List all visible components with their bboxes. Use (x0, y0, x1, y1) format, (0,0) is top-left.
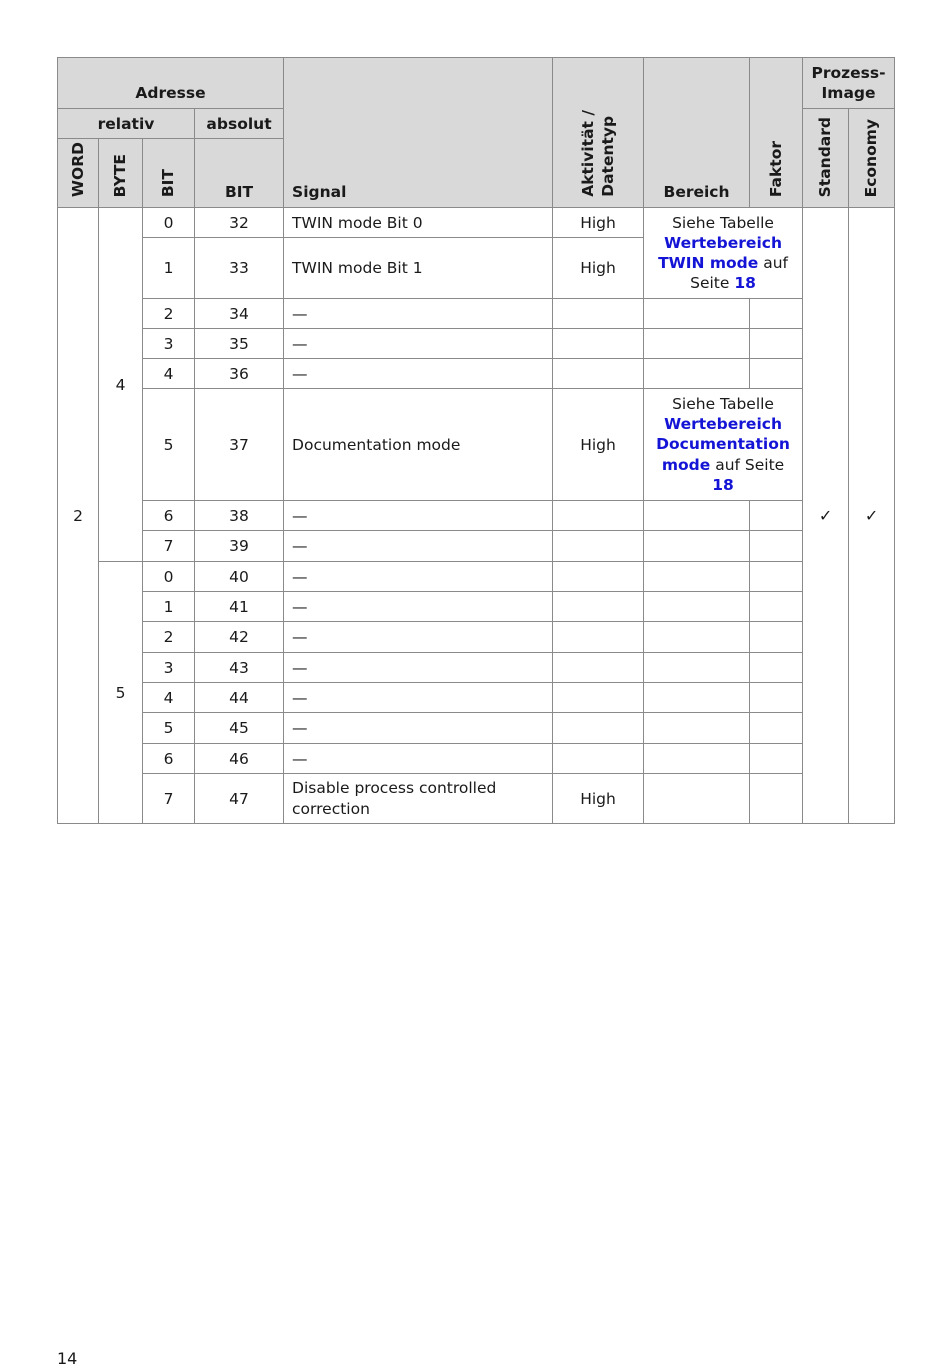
header-faktor (750, 58, 803, 208)
bereich-cell (644, 299, 750, 329)
signal-cell: — (284, 713, 553, 744)
faktor-cell (750, 299, 803, 329)
table-row (58, 389, 895, 501)
header-signal: Signal (284, 58, 553, 208)
faktor-cell (750, 592, 803, 622)
activity-cell: High (553, 774, 644, 824)
abs-bit-cell: 46 (195, 744, 284, 774)
header-prozess-image (803, 58, 895, 109)
faktor-cell (750, 531, 803, 562)
bit-cell: 7 (143, 531, 195, 562)
faktor-cell (750, 329, 803, 359)
bit-cell: 5 (143, 713, 195, 744)
table-row (58, 531, 895, 562)
header-relativ: relativ (58, 109, 195, 139)
faktor-cell (750, 774, 803, 824)
ref-middle: auf Seite (690, 254, 788, 293)
faktor-cell (750, 622, 803, 653)
header-standard (803, 109, 849, 208)
bit-cell: 4 (143, 359, 195, 389)
signal-cell: TWIN mode Bit 0 (284, 208, 553, 238)
signal-cell: — (284, 653, 553, 683)
table-row (58, 774, 895, 824)
header-standard-label: Standard (816, 116, 835, 197)
faktor-cell (750, 562, 803, 592)
abs-bit-cell: 34 (195, 299, 284, 329)
bit-cell: 2 (143, 299, 195, 329)
table-row (58, 653, 895, 683)
bit-cell: 3 (143, 653, 195, 683)
abs-bit-cell: 35 (195, 329, 284, 359)
bereich-cell (644, 359, 750, 389)
signal-cell: TWIN mode Bit 1 (284, 238, 553, 299)
header-prozess-line2: Image (821, 84, 876, 102)
table-row (58, 329, 895, 359)
bereich-cell (644, 683, 750, 713)
activity-cell (553, 531, 644, 562)
table-row (58, 208, 895, 238)
activity-cell: High (553, 389, 644, 501)
header-word-label: WORD (68, 141, 87, 197)
signal-cell: Disable process controlled correction (284, 774, 553, 824)
table-row (58, 501, 895, 531)
link-wertebereich-twin-mode[interactable]: Wertebereich TWIN mode (658, 233, 782, 272)
header-economy-label: Economy (862, 118, 881, 197)
header-aktivitaet (553, 58, 644, 208)
faktor-cell (750, 501, 803, 531)
signal-cell: — (284, 592, 553, 622)
header-bit-abs: BIT (195, 139, 284, 208)
bit-cell: 2 (143, 622, 195, 653)
faktor-cell (750, 713, 803, 744)
signal-cell: — (284, 562, 553, 592)
bereich-cell (644, 622, 750, 653)
word-cell: 2 (58, 208, 99, 824)
signal-cell: — (284, 299, 553, 329)
header-word (58, 139, 99, 208)
table-row (58, 622, 895, 653)
activity-cell (553, 329, 644, 359)
faktor-cell (750, 683, 803, 713)
abs-bit-cell: 44 (195, 683, 284, 713)
header-adresse: Adresse (58, 58, 284, 109)
bereich-cell (644, 329, 750, 359)
activity-cell (553, 501, 644, 531)
table-row (58, 744, 895, 774)
header-economy (849, 109, 895, 208)
activity-cell: High (553, 238, 644, 299)
activity-cell (553, 713, 644, 744)
signal-cell: — (284, 622, 553, 653)
activity-cell (553, 683, 644, 713)
table-row (58, 592, 895, 622)
header-bereich: Bereich (644, 58, 750, 208)
faktor-cell (750, 744, 803, 774)
bereich-cell (644, 713, 750, 744)
abs-bit-cell: 43 (195, 653, 284, 683)
activity-cell (553, 299, 644, 329)
header-prozess-line1: Prozess- (811, 63, 886, 82)
abs-bit-cell: 33 (195, 238, 284, 299)
bit-cell: 6 (143, 744, 195, 774)
abs-bit-cell: 41 (195, 592, 284, 622)
header-byte (99, 139, 143, 208)
signal-cell: — (284, 683, 553, 713)
header-aktivitaet-line2: Datentyp (599, 116, 618, 197)
bit-cell: 3 (143, 329, 195, 359)
abs-bit-cell: 47 (195, 774, 284, 824)
header-bit-rel-label: BIT (159, 168, 178, 197)
table-row (58, 562, 895, 592)
activity-cell (553, 744, 644, 774)
abs-bit-cell: 38 (195, 501, 284, 531)
abs-bit-cell: 37 (195, 389, 284, 501)
signal-cell: — (284, 329, 553, 359)
bereich-cell (644, 562, 750, 592)
bereich-cell (644, 774, 750, 824)
bereich-cell (644, 501, 750, 531)
bereich-ref-twin (644, 208, 803, 299)
ref-prefix: Siehe Tabelle (672, 213, 774, 232)
link-page-18[interactable]: 18 (712, 475, 734, 494)
bereich-cell (644, 744, 750, 774)
activity-cell (553, 359, 644, 389)
signal-cell: — (284, 359, 553, 389)
ref-middle: auf Seite (715, 455, 785, 474)
bereich-cell (644, 653, 750, 683)
header-absolut: absolut (195, 109, 284, 139)
activity-cell (553, 562, 644, 592)
bit-cell: 0 (143, 562, 195, 592)
signal-table (57, 57, 895, 824)
signal-cell: — (284, 531, 553, 562)
header-aktivitaet-line1: Aktivität / (578, 110, 597, 197)
link-wertebereich-documentation-mode[interactable]: Wertebereich Documentation mode (656, 415, 790, 474)
bit-cell: 6 (143, 501, 195, 531)
bit-cell: 1 (143, 238, 195, 299)
bit-cell: 1 (143, 592, 195, 622)
header-bit-rel (143, 139, 195, 208)
header-byte-label: BYTE (111, 153, 130, 197)
table-row (58, 683, 895, 713)
abs-bit-cell: 45 (195, 713, 284, 744)
signal-cell: — (284, 744, 553, 774)
activity-cell (553, 622, 644, 653)
bit-cell: 4 (143, 683, 195, 713)
faktor-cell (750, 653, 803, 683)
signal-cell: Documentation mode (284, 389, 553, 501)
ref-prefix: Siehe Tabelle (672, 395, 774, 414)
abs-bit-cell: 39 (195, 531, 284, 562)
standard-check-icon: ✓ (803, 208, 849, 824)
bit-cell: 5 (143, 389, 195, 501)
activity-cell: High (553, 208, 644, 238)
faktor-cell (750, 359, 803, 389)
link-page-18[interactable]: 18 (734, 274, 756, 293)
byte-cell: 4 (99, 208, 143, 562)
byte-cell: 5 (99, 562, 143, 824)
bereich-cell (644, 531, 750, 562)
table-row (58, 713, 895, 744)
bereich-cell (644, 592, 750, 622)
abs-bit-cell: 42 (195, 622, 284, 653)
abs-bit-cell: 32 (195, 208, 284, 238)
bit-cell: 0 (143, 208, 195, 238)
table-row (58, 359, 895, 389)
abs-bit-cell: 36 (195, 359, 284, 389)
bereich-ref-documentation (644, 389, 803, 501)
signal-cell: — (284, 501, 553, 531)
bit-cell: 7 (143, 774, 195, 824)
table-row (58, 299, 895, 329)
abs-bit-cell: 40 (195, 562, 284, 592)
header-faktor-label: Faktor (766, 140, 785, 197)
page-number: 14 (57, 1349, 78, 1368)
economy-check-icon: ✓ (849, 208, 895, 824)
activity-cell (553, 653, 644, 683)
activity-cell (553, 592, 644, 622)
